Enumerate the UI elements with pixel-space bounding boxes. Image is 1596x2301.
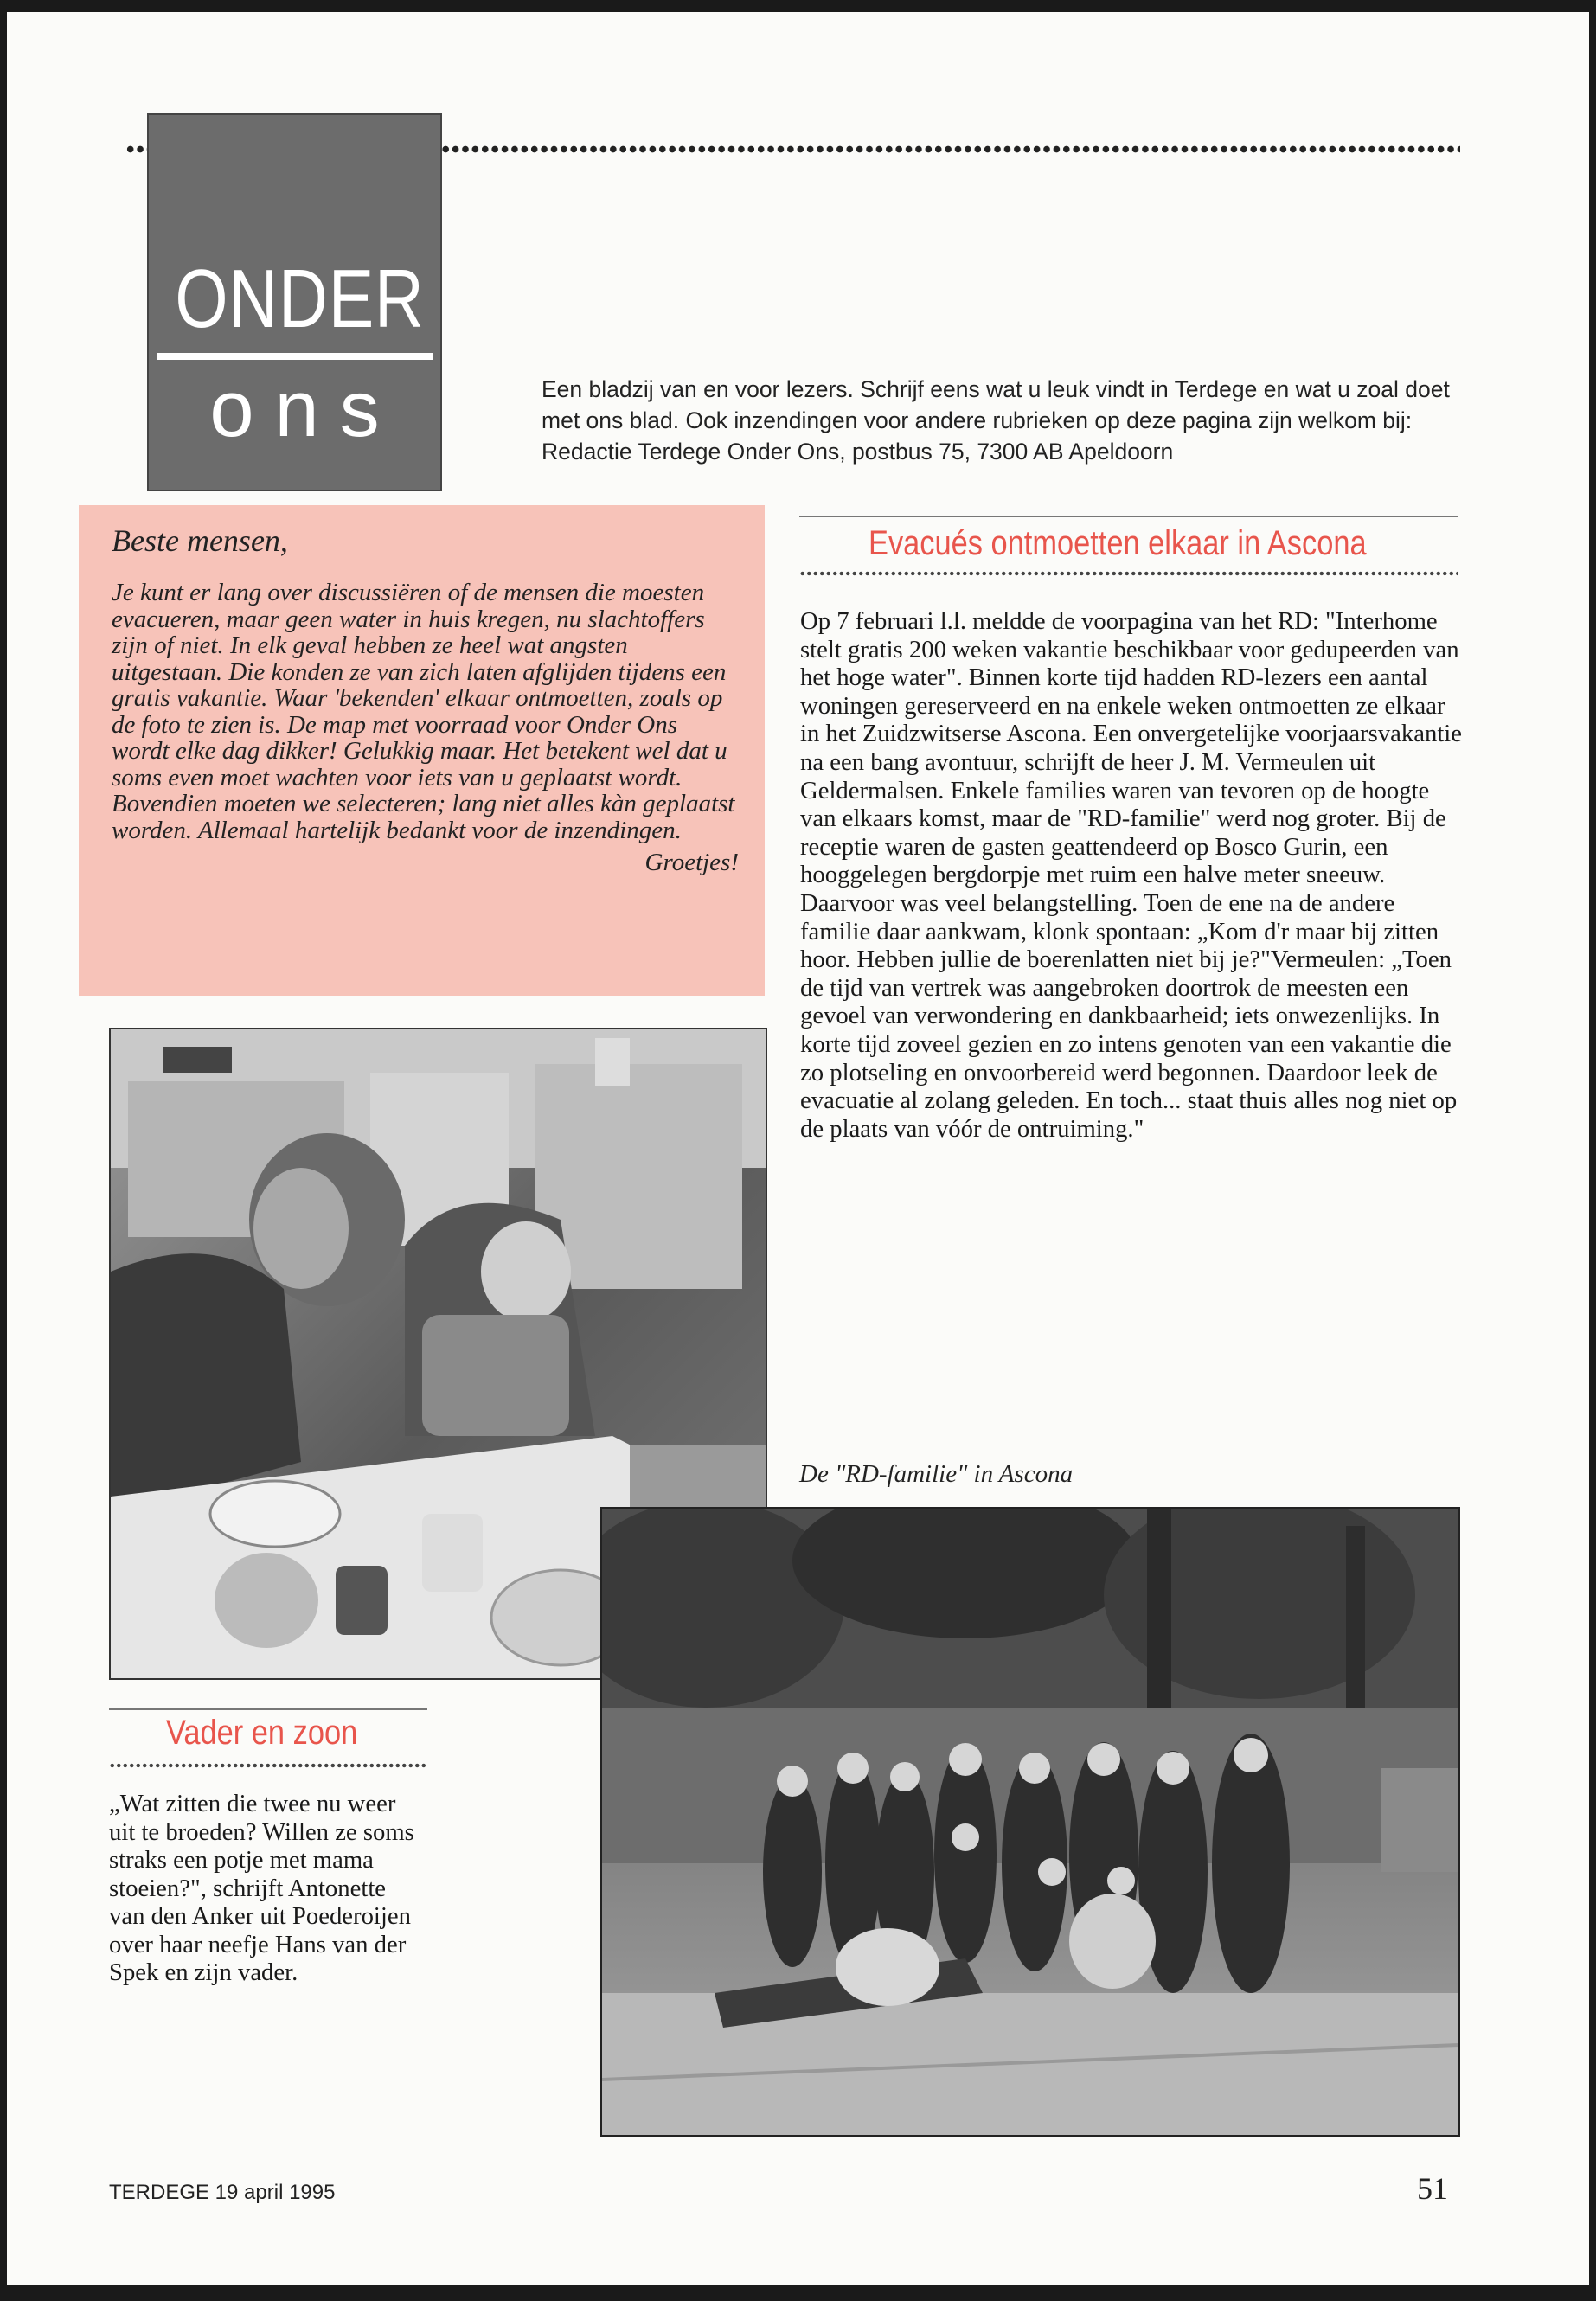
- vader-dotted-rule: [109, 1763, 427, 1768]
- vader-title: Vader en zoon: [166, 1714, 358, 1752]
- magazine-page: [7, 12, 1589, 2285]
- vader-top-rule: [109, 1708, 427, 1710]
- vader-body: „Wat zitten die twee nu weer uit te broeden? Willen ze soms straks een potje met mama stoeien?", schrijft Antonette van den Anker uit Poederoijen over haar neefje Hans van der Spek en zijn vader.: [109, 1790, 414, 1986]
- logo-divider: [157, 353, 433, 360]
- editorial-greeting: Beste mensen,: [112, 523, 288, 558]
- ascona-body: Op 7 februari l.l. meldde de voorpagina van het RD: "Interhome stelt gratis 200 weken vakantie beschikbaar voor gedupeerden van het hoge water". Binnen korte tijd hadden RD-lezers een aantal woningen gereserveerd en na enkele weken ontmoetten ze elkaar in het Zuidzwitserse Ascona. Een onvergetelijke voorjaarsvakantie na een bang avontuur, schrijft de heer J. M. Vermeulen uit Geldermalsen. Enkele families waren van tevoren op de hoogte van elkaars komst, maar de "RD-familie" werd nog groter. Bij de receptie waren de gasten geattendeerd op Bosco Gurin, een hooggelegen bergdorpje met ruim een halve meter sneeuw. Daarvoor was veel belangstelling. Toen de ene na de andere familie daar aankwam, klonk spontaan: „Kom d'r maar bij zitten hoor. Hebben jullie de boerenlatten niet bij je?"Vermeulen: „Toen de tijd van vertrek was aangebroken doortrok de meesten een gevoel van verwondering en dankbaarheid; iets onwezenlijks. In korte tijd zoveel gezien en zo intens genoten van een vakantie die zo plotseling en onvoorbereid werd begonnen. Daardoor leek de evacuatie al zolang geleden. En toch... staat thuis alles nog niet op de plaats van vóór de ontruiming.": [800, 607, 1463, 1143]
- logo-bottom-text: ons: [209, 365, 401, 453]
- ascona-title: Evacués ontmoetten elkaar in Ascona: [869, 524, 1367, 562]
- page-number: 51: [1417, 2171, 1448, 2206]
- footer-issue: TERDEGE 19 april 1995: [109, 2181, 336, 2204]
- editorial-box: [79, 505, 765, 996]
- ascona-top-rule: [799, 516, 1458, 517]
- ascona-dotted-rule: [799, 571, 1458, 576]
- photo-rd-familie: [600, 1507, 1460, 2137]
- ascona-photo-caption: De "RD-familie" in Ascona: [799, 1460, 1074, 1488]
- photo-rd-familie-image: [602, 1509, 1458, 2135]
- editorial-body: Je kunt er lang over discussiëren of de mensen die moesten evacueren, maar geen water in huis kregen, nu slachtoffers zijn of niet. In elk geval hebben ze heel wat angsten uitgestaan. Die konden ze van zich laten afglijden tijdens een gratis vakantie. Waar 'bekenden' elkaar ontmoetten, zoals op de foto te zien is. De map met voorraad voor Onder Ons wordt elke dag dikker! Gelukkig maar. Het betekent wel dat u soms even moet wachten voor iets van u geplaatst wordt. Bovendien moeten we selecteren; lang niet alles kàn geplaatst worden. Allemaal hartelijk bedankt voor de inzendingen.: [112, 579, 735, 844]
- intro-text: Een bladzij van en voor lezers. Schrijf eens wat u leuk vindt in Terdege en wat u zoal doet met ons blad. Ook inzendingen voor andere rubrieken op deze pagina zijn welkom bij: Redactie Terdege Onder Ons, postbus 75, 7300 AB Apeldoorn: [542, 376, 1450, 465]
- editorial-signoff: Groetjes!: [644, 849, 739, 876]
- onder-ons-logo: [147, 113, 442, 491]
- logo-top-text: ONDER: [175, 253, 425, 345]
